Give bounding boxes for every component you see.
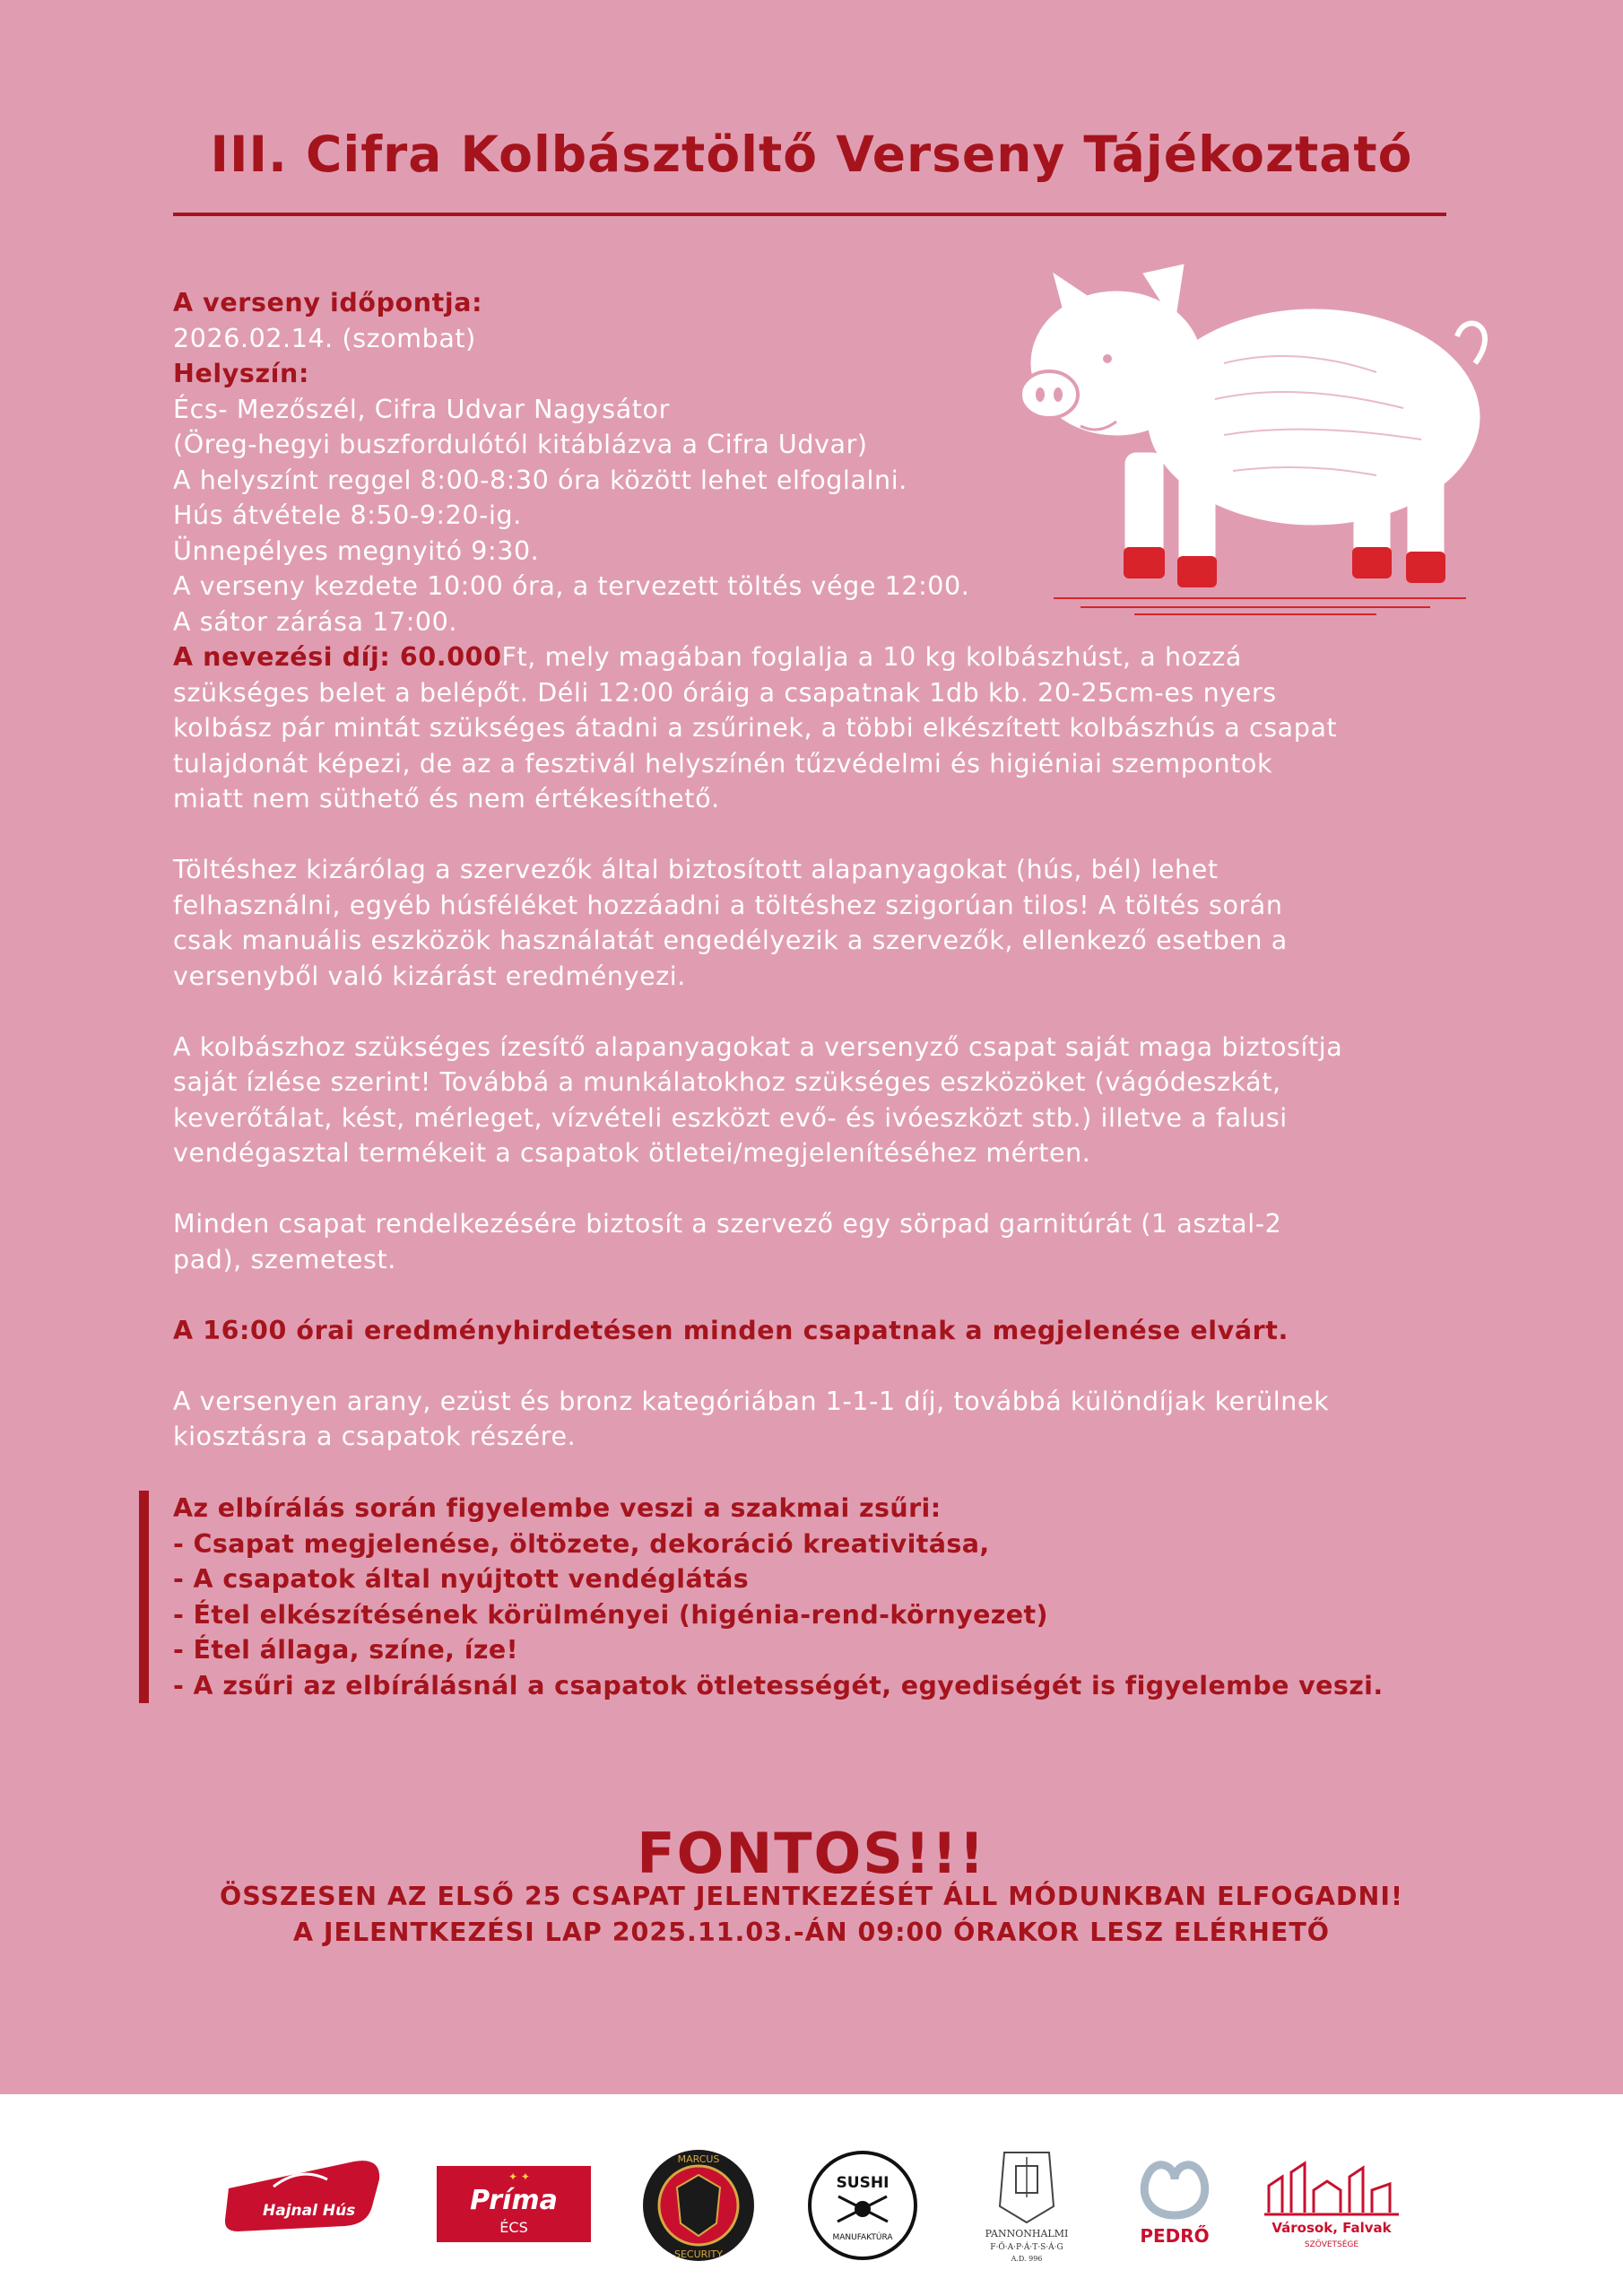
spices-line: A kolbászhoz szükséges ízesítő alapanyagokat a versenyző csapat saját maga biztosítja: [173, 1031, 1343, 1062]
criteria-item: - Étel elkészítésének körülményei (higénia-rend-környezet): [173, 1599, 1048, 1630]
ecs-text: ÉCS: [499, 2219, 528, 2236]
fee-line: szükséges belet a belépőt. Déli 12:00 óráig a csapatnak 1db kb. 20-25cm-es nyers: [173, 677, 1277, 708]
criteria-heading: Az elbírálás során figyelembe veszi a szakmai zsűri:: [173, 1493, 942, 1523]
criteria-item: - A zsűri az elbírálásnál a csapatok ötletességét, egyediségét is figyelembe veszi.: [173, 1670, 1384, 1700]
date-value: 2026.02.14. (szombat): [173, 323, 476, 353]
varosok-falvak-logo: [1255, 2150, 1408, 2257]
sushi-text: SUSHI: [836, 2174, 890, 2192]
manufaktura-text: MANUFAKTÚRA: [832, 2233, 893, 2242]
location-line: A helyszínt reggel 8:00-8:30 óra között lehet elfoglalni.: [173, 465, 907, 495]
location-line: A sátor zárása 17:00.: [173, 606, 458, 637]
criteria-item: - Csapat megjelenése, öltözete, dekoráció kreativitása,: [173, 1528, 990, 1559]
prizes-line: kiosztásra a csapatok részére.: [173, 1422, 577, 1451]
important-heading: FONTOS!!!: [637, 1821, 986, 1886]
prima-text: Príma: [470, 2185, 558, 2216]
criteria-item: - Étel állaga, színe, íze!: [173, 1635, 519, 1665]
fee-label: A nevezési díj: 60.000: [173, 642, 502, 672]
location-line: Hús átvétele 8:50-9:20-ig.: [173, 500, 522, 530]
judging-criteria: [139, 1491, 1518, 1703]
sushi-manufaktura-logo: [807, 2150, 918, 2261]
date-label: A verseny időpontja:: [173, 288, 483, 317]
filling-line: Töltéshez kizárólag a szervezők által biztosított alapanyagokat (hús, bél) lehet: [173, 855, 1219, 884]
notice-line-1: ÖSSZESEN AZ ELSŐ 25 CSAPAT JELENTKEZÉSÉT ÁLL MÓDUNKBAN ELFOGADNI!: [219, 1882, 1404, 1911]
filling-line: felhasználni, egyéb húsféléket hozzáadni a töltéshez szigorúan tilos! A töltés során: [173, 890, 1283, 920]
fee-line: miatt nem süthető és nem értékesíthető.: [173, 784, 720, 813]
fee-line: kolbász pár mintát szükséges átadni a zsűrinek, a többi elkészített kolbászhús a csapat: [173, 713, 1338, 743]
pannonhalmi-text: PANNONHALMI: [985, 2228, 1069, 2239]
criteria-item: - A csapatok által nyújtott vendéglátás: [173, 1564, 750, 1594]
pedro-text: PEDRŐ: [1140, 2225, 1210, 2247]
sponsor-footer: [0, 2094, 1623, 2296]
varosok-text: Városok, Falvak: [1271, 2220, 1392, 2236]
equipment-line: pad), szemetest.: [173, 1244, 396, 1274]
spices-line: saját ízlése szerint! Továbbá a munkálatokhoz szükséges eszközöket (vágódeszkát,: [173, 1067, 1281, 1097]
location-label: Helyszín:: [173, 359, 309, 388]
prima-ecs-logo: [437, 2166, 591, 2242]
filling-line: csak manuális eszközök használatát engedélyezik a szervezők, ellenkező esetben a: [173, 926, 1288, 955]
pannonhalmi-logo: [964, 2144, 1089, 2265]
fee-currency: Ft: [501, 642, 528, 672]
hajnal-hus-text: Hajnal Hús: [263, 2202, 356, 2220]
page-title: III. Cifra Kolbásztöltő Verseny Tájékoztató: [210, 126, 1413, 183]
pedro-logo: [1130, 2148, 1219, 2263]
location-line: (Öreg-hegyi buszfordulótól kitáblázva a Cifra Udvar): [173, 430, 868, 459]
szovetsege-text: SZÖVETSÉGE: [1304, 2240, 1359, 2249]
fee-line: tulajdonát képezi, de az a fesztivál helyszínén tűzvédelmi és higiéniai szempontok: [173, 748, 1273, 778]
notice-line-2: A JELENTKEZÉSI LAP 2025.11.03.-ÁN 09:00 ÓRAKOR LESZ ELÉRHETŐ: [292, 1918, 1331, 1947]
spices-line: vendégasztal termékeit a csapatok ötletei/megjelenítéséhez mérten.: [173, 1138, 1091, 1168]
ad-text: A.D. 996: [1011, 2255, 1043, 2263]
important-notice: [0, 1879, 1623, 1951]
prizes-line: A versenyen arany, ezüst és bronz kategóriában 1-1-1 díj, továbbá különdíjak kerülnek: [173, 1386, 1330, 1416]
svg-text:✦ ✦: ✦ ✦: [508, 2170, 530, 2183]
title-divider: [173, 213, 1446, 216]
equipment-line: Minden csapat rendelkezésére biztosít a szervező egy sörpad garnitúrát (1 asztal-2: [173, 1209, 1282, 1239]
filling-line: versenyből való kizárást eredményezi.: [173, 961, 686, 991]
fee-line: [173, 639, 1464, 675]
ceremony-notice: A 16:00 órai eredményhirdetésen minden csapatnak a megjelenése elvárt.: [173, 1315, 1289, 1345]
foapatsag-text: F·Ő·A·P·Á·T·S·Á·G: [990, 2243, 1063, 2252]
location-line: A verseny kezdete 10:00 óra, a tervezett töltés vége 12:00.: [173, 571, 970, 601]
location-line: Écs- Mezőszél, Cifra Udvar Nagysátor: [173, 394, 670, 424]
info-section: [173, 285, 1464, 1455]
security-text: SECURITY: [674, 2248, 723, 2260]
hajnal-hus-logo: [220, 2152, 386, 2233]
spices-line: keverőtálat, kést, mérleget, vízvételi eszközt evő- és ivóeszközt stb.) illetve a falusi: [173, 1102, 1288, 1133]
marcus-text: MARCUS: [677, 2153, 720, 2165]
location-line: Ünnepélyes megnyitó 9:30.: [173, 535, 540, 566]
marcus-security-logo: [641, 2148, 756, 2263]
fee-text: , mely magában foglalja a 10 kg kolbászhúst, a hozzá: [527, 642, 1242, 672]
